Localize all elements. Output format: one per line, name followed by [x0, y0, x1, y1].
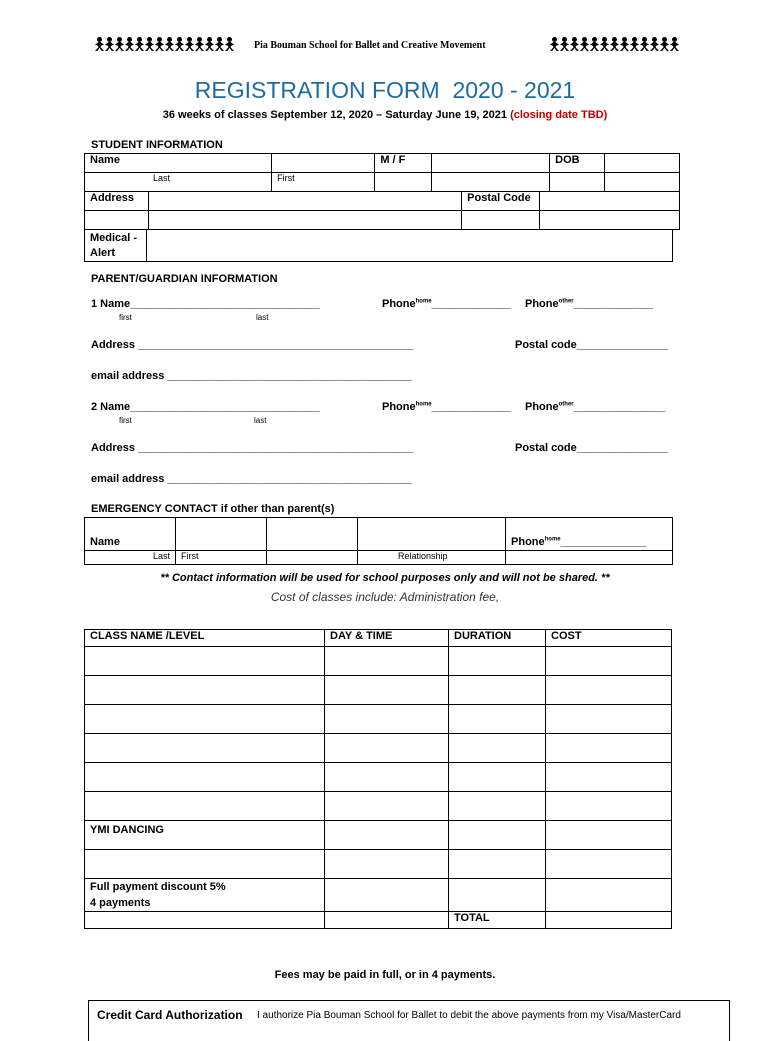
table-row[interactable] [85, 705, 672, 734]
total-input[interactable] [546, 912, 672, 929]
form-title: REGISTRATION FORM 2020 - 2021 [194, 77, 576, 103]
phone-line: _____________ [431, 298, 512, 310]
payments-text: 4 payments [90, 897, 151, 909]
emergency-extra-input[interactable] [358, 518, 506, 551]
parent1-last-caption: last [256, 313, 269, 322]
header-duration: DURATION [449, 630, 546, 647]
emergency-table [84, 517, 673, 565]
parent1-phone-home[interactable] [382, 298, 511, 310]
ymi-dancing-label: YMI DANCING [85, 821, 325, 850]
table-row[interactable] [85, 647, 672, 676]
school-name: Pia Bouman School for Ballet and Creative Movement [254, 40, 486, 51]
phone-label: Phone [511, 536, 545, 548]
mf-label: M / F [375, 154, 431, 173]
phone-label: Phone [525, 298, 559, 310]
last-caption: Last [85, 173, 272, 192]
cost-note: Cost of classes include: Administration fee, [270, 590, 500, 604]
dancers-logo-right [550, 37, 679, 51]
emergency-name-label: Name [85, 518, 176, 551]
parent2-last-caption: last [254, 416, 267, 425]
dancers-logo-left [95, 37, 234, 51]
fees-note: Fees may be paid in full, or in 4 payments. [274, 969, 496, 981]
phone-label: Phone [382, 401, 416, 413]
parent2-phone-home[interactable] [382, 401, 511, 413]
parent2-phone-other[interactable] [525, 401, 665, 413]
parent1-postal[interactable]: Postal code_______________ [515, 339, 669, 351]
emergency-last-caption: Last [85, 551, 176, 565]
mf-input[interactable] [431, 154, 550, 173]
address-table [84, 191, 680, 230]
medical-input[interactable] [147, 230, 673, 262]
postal-input[interactable] [539, 192, 679, 211]
credit-card-text: I authorize Pia Bouman School for Ballet to debit the above payments from my Visa/MasterCard [257, 1010, 681, 1021]
credit-card-box [88, 1000, 730, 1041]
header-day-time: DAY & TIME [325, 630, 449, 647]
phone-label: Phone [382, 298, 416, 310]
closing-date: (closing date TBD) [510, 109, 608, 121]
parent-section-title: PARENT/GUARDIAN INFORMATION [91, 273, 278, 285]
parent2-first-caption: first [119, 416, 132, 425]
emergency-phone[interactable] [506, 518, 673, 551]
parent1-name[interactable]: 1 Name_______________________________ [91, 298, 320, 310]
parent2-postal[interactable]: Postal code_______________ [515, 442, 669, 454]
phone-line: _______________ [573, 401, 666, 413]
phone-line: _____________ [573, 298, 654, 310]
medical-table [84, 229, 673, 262]
subtitle [0, 109, 770, 121]
dob-label: DOB [550, 154, 605, 173]
name-label: Name [85, 154, 272, 173]
subtitle-text: 36 weeks of classes September 12, 2020 – Saturday June 19, 2021 [162, 109, 511, 121]
parent2-name[interactable]: 2 Name_______________________________ [91, 401, 320, 413]
phone-label: Phone [525, 401, 559, 413]
other-sup: other [558, 298, 574, 305]
dob-input[interactable] [605, 154, 680, 173]
postal-label: Postal Code [462, 192, 540, 211]
medical-label: Medical - Alert [85, 230, 147, 262]
emergency-section-title: EMERGENCY CONTACT if other than parent(s) [91, 503, 335, 515]
privacy-notice: ** Contact information will be used for school purposes only and will not be shared. ** [160, 572, 610, 584]
header-cost: COST [546, 630, 672, 647]
discount-text: Full payment discount 5% [90, 881, 226, 893]
home-sup: home [415, 401, 432, 408]
home-sup: home [415, 298, 432, 305]
classes-table [84, 629, 672, 929]
parent2-address[interactable]: Address _____________________________________________ [91, 442, 414, 454]
address-label: Address [85, 192, 149, 211]
emergency-relationship-input[interactable] [267, 518, 358, 551]
parent1-phone-other[interactable] [525, 298, 653, 310]
student-section-title: STUDENT INFORMATION [91, 139, 223, 151]
other-sup: other [558, 401, 574, 408]
parent1-address[interactable]: Address _____________________________________________ [91, 339, 414, 351]
table-row[interactable] [85, 821, 672, 850]
parent2-email[interactable]: email address ________________________________________ [91, 473, 413, 485]
home-sup: home [544, 536, 561, 543]
credit-card-title: Credit Card Authorization [97, 1008, 243, 1022]
emergency-first-caption: First [176, 551, 267, 565]
total-label: TOTAL [449, 912, 546, 929]
table-row[interactable] [85, 850, 672, 879]
header-class-name: CLASS NAME /LEVEL [85, 630, 325, 647]
phone-line: _____________ [431, 401, 512, 413]
emergency-first-input[interactable] [176, 518, 267, 551]
table-row[interactable] [85, 763, 672, 792]
discount-label [85, 879, 325, 912]
first-name-input[interactable] [272, 154, 375, 173]
phone-line: ______________ [560, 536, 647, 548]
table-row[interactable] [85, 734, 672, 763]
emergency-relationship-caption: Relationship [358, 551, 506, 565]
student-table [84, 153, 680, 192]
address-input[interactable] [148, 192, 462, 211]
first-caption: First [272, 173, 375, 192]
table-row[interactable] [85, 792, 672, 821]
table-row[interactable] [85, 676, 672, 705]
parent1-first-caption: first [119, 313, 132, 322]
parent1-email[interactable]: email address ________________________________________ [91, 370, 413, 382]
